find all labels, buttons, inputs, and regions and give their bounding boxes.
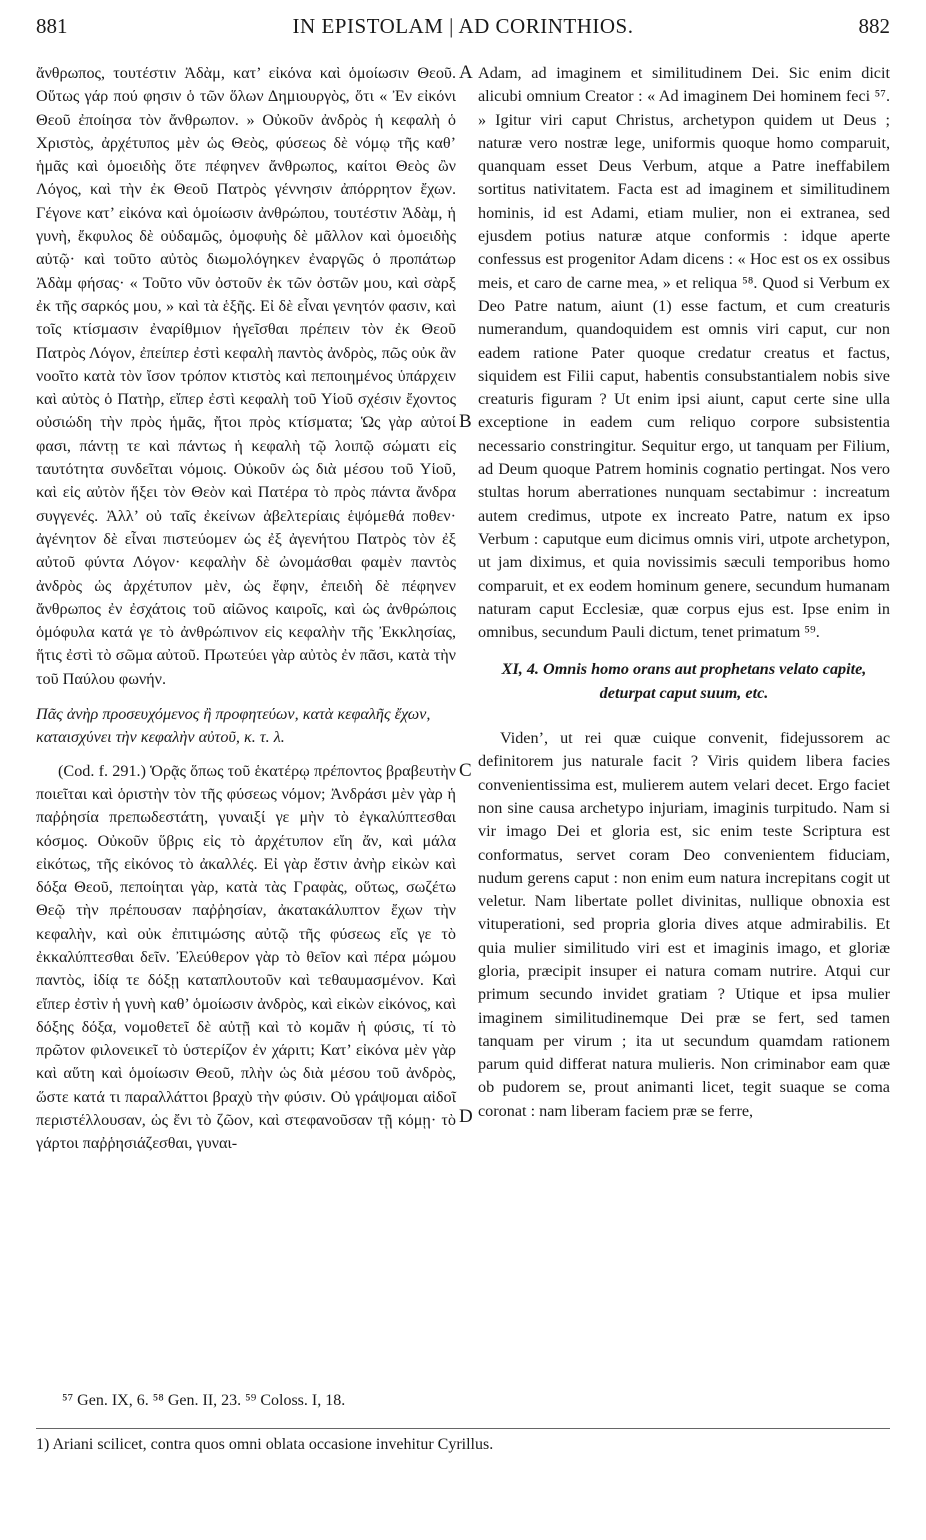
latin-paragraph-2: Viden’, ut rei quæ cuique convenit, fidejussorem ac definitorem jus naturale facit ? Viris quidem libera facies convenientissima est, mulierem autem velari decet. Ergo faciet non sine causa archetypo injuriam, imaginis turpitudo. Nam si vir imago Dei et gloria est, sic enim teste Scriptura est conformatus, servet coram Deo convenientem fiduciam, nudum gerens caput : non enim eum natura increpitans cogit ut veletur. Nam libertate pollet divinitas, nullique obnoxia est vituperationi, sed propria gloria dives atque admirabilis. Et quia mulier similitudo viri est et imaginis imago, et gloriæ gloria, præcipit insuper ei natura comam nutrire. Atqui cur primum secundo invidet gratiam ? Utique et ipsa mulier imaginem similitudinemque Dei præ se fert, sed tamen tanquam per virum ; ita ut secundum quamdam rationem parum quid differat natura mulieris. Non criminabor eam quæ ob pudorem se, prout animanti licet, tegit suaque se coma coronat : nam liberam faciem præ se ferre, [478,729,890,1120]
running-header [36,14,890,54]
column-marker-a: A [459,62,473,83]
footnote-rule [36,1428,890,1429]
scripture-references: ⁵⁷ Gen. IX, 6. ⁵⁸ Gen. II, 23. ⁵⁹ Coloss. I, 18. [62,1392,346,1409]
column-marker-d: D [459,1106,473,1127]
column-marker-b: B [459,411,472,432]
greek-lemma: Πᾶς ἀνὴρ προσευχόμενος ἢ προφητεύων, κατὰ κεφαλῆς ἔχων, καταισχύνει τὴν κεφαλὴν αὐτοῦ, κ. τ. λ. [36,705,431,747]
footnote: 1) Ariani scilicet, contra quos omni oblata occasione invehitur Cyrillus. [36,1436,494,1453]
greek-paragraph-1: ἄνθρωπος, τουτέστιν Ἀδὰμ, κατ’ εἰκόνα καὶ ὁμοίωσιν Θεοῦ. Οὕτως γάρ πού φησιν ὁ τῶν ὅλων Δημιουργὸς, ὅτι « Ἐν εἰκόνι Θεοῦ ἐποίησα τὸν ἄνθρωπον. » Οὐκοῦν ἀνδρὸς ἡ κεφαλὴ ὁ Χριστὸς, ἀρχέτυπος μὲν ὡς Θεὸς, φύσεως δὲ νόμῳ τῆς καθ’ ἡμᾶς καὶ ὁμοειδὴς ὅτε πέφηνεν ἄνθρωπος, καίτοι Θεὸς ὢν Λόγος, καὶ τὴν ἐκ Θεοῦ Πατρὸς γέννησιν ἀπόρρητον ἔχων. Γέγονε κατ’ εἰκόνα καὶ ὁμοίωσιν ἀνθρώπου, τουτέστιν Ἀδὰμ, ἡ γυνὴ, ἔκφυλος δὲ οὐδαμῶς, ὁμοφυὴς δὲ μᾶλλον καὶ ὁμοειδὴς αὐτῷ· καὶ τοῦτο αὐτὸς διωμολόγηκεν ἐναργῶς ὁ προπάτωρ Ἀδὰμ φήσας· « Τοῦτο νῦν ὀστοῦν ἐκ τῶν ὀστῶν μου, καὶ σὰρξ ἐκ τῆς σαρκός μου, » καὶ τὰ ἑξῆς. Εἰ δὲ εἶναι γενητόν φασιν, καὶ τοῖς κτίσμασιν ἐναρίθμιον ἡγεῖσθαι πρέπειν τὸν ἐκ Θεοῦ Πατρὸς Λόγον, ἐπείπερ ἐστὶ κεφαλὴ παντὸς ἀνδρὸς, πῶς οὐκ ἂν νοοῖτο κατὰ τὸν ἴσον τρόπον κτιστὸς καὶ πεποιημένος ὑπάρχειν καὶ αὐτὸς ὁ Πατὴρ, εἴπερ ἐστὶ κεφαλὴ τοῦ Υἱοῦ σχέσιν ἔχοντος οὐσιώδη τὴν πρὸς ἡμᾶς, ἤτοι πρὸς κτίσματα; Ὡς γὰρ αὐτοί φασι, πάντῃ τε καὶ πάντως ἡ κεφαλὴ τῷ λοιπῷ σώματι εἰς ταυτότητα συνδεῖται νόμοις. Οὐκοῦν ὡς διὰ μέσου τοῦ Υἱοῦ, καὶ εἰς αὐτὸν ἥξει τὸν Θεὸν καὶ Πατέρα τὸ πρὸς πάντα ἄνδρα συγγενές. Ἀλλ’ οὐ ταῖς ἐκείνων ἀβελτερίαις ἑψόμεθά ποθεν· ἀγένητον δὲ εἶναι πιστεύομεν ὡς ἐξ ἀγενήτου Πατρὸς τὸν ἐξ αὐτοῦ φύντα Λόγον· κεφαλὴν δὲ ὠνομάσθαι φαμὲν παντὸς ἀνδρὸς ὡς ἀρχέτυπον μὲν, ὡς ἔφην, ἐπειδὴ δὲ πέφηνεν ἄνθρωπος ἐν ἐσχάτοις τοῦ αἰῶνος καιροῖς, καὶ ὡς ἀνθρώποις ὁμόφυλα κατά γε τὸ ἀνθρώπινον εἰς κεφαλὴν τῆς Ἐκκλησίας, ἥτις ἐστὶ τὸ σῶμα αὐτοῦ. Πρωτεύει γὰρ αὐτὸς ἐν πᾶσι, κατὰ τὴν τοῦ Παύλου φωνήν. [36,64,456,688]
latin-column [478,62,890,1123]
page-number-right: 882 [858,14,890,38]
greek-column [36,62,456,1156]
running-title: IN EPISTOLAM | AD CORINTHIOS. [292,14,634,38]
greek-paragraph-2: (Cod. f. 291.) Ὁρᾷς ὅπως τοῦ ἑκατέρῳ πρέποντος βραβευτὴν ποιεῖται καὶ ὁριστὴν τὸν τῆς φύσεως νόμον; Ἀνδράσι μὲν γὰρ ἡ παῤῥησία πρεπωδεστάτη, γυναιξί γε μὴν τὸ ἐγκαλύπτεσθαι κόσμος. Οὐκοῦν ὕβρις εἰς τὸ ἀρχέτυπον εἴη ἄν, καὶ μάλα εἰκότως, τῆς εἰκόνος τὸ ἀκαλλές. Εἰ γὰρ ἔστιν ἀνὴρ εἰκὼν καὶ δόξα Θεοῦ, πεποίηται γὰρ, κατὰ τὰς Γραφὰς, οὕτως, σωζέτω Θεῷ τὴν πρέπουσαν παῤῥησίαν, ἀκατακάλυπτον ἔχων τὴν κεφαλὴν, καὶ οὐκ ἐπιτιμώσης αὐτῷ τῆς φύσεως εἴς γε τὸ ἐκκαλύπτεσθαι δεῖν. Ἐλεύθερον γὰρ τὸ θεῖον καὶ πέρα μώμου παντὸς, ἰδίᾳ τε δόξῃ καταπλουτοῦν καὶ τεθαυμασμένον. Καὶ εἴπερ ἐστὶν ἡ γυνὴ καθ’ ὁμοίωσιν ἀνδρὸς, καὶ εἰκὼν εἰκόνος, καὶ δόξης δόξα, νομοθετεῖ δὲ αὐτῇ καὶ τὸ κομᾶν ἡ φύσις, τί τὸ πρῶτον φιλονεικεῖ τὸ ὑστερίζον ἐν χάριτι; Κατ’ εἰκόνα μὲν γὰρ καὶ αὕτη καὶ ὁμοίωσιν Θεοῦ, πλὴν ὡς διὰ μέσου τοῦ ἀνδρὸς, ὥστε κατά τι παραλλάττοι βραχὺ τὴν φύσιν. Οὐ γράψομαι αἰδοῖ περιστέλλουσαν, ὡς ἔνι τὸ ζῶον, καὶ στεφανοῦσαν τῇ κόμῃ· τὸ γάρτοι παῤῥησιάζεσθαι, γυναι- [36,761,456,1153]
latin-paragraph-1: Adam, ad imaginem et similitudinem Dei. Sic enim dicit alicubi omnium Creator : « Ad imaginem Dei hominem feci ⁵⁷. » Igitur viri caput Christus, archetypon quidem ut Deus ; naturæ vero nostræ lege, uniformis quoque homo comparuit, quanquam esset Deus Verbum, atque a Patre ineffabilem sortitus nativitatem. Facta est ad imaginem et similitudinem hominis, id est Adami, etiam mulier, non ei extranea, sed ejusdem potius naturæ atque conformis : idque aperte confessus est progenitor Adam dicens : « Hoc est os ex ossibus meis, et caro de carne mea, » et reliqua ⁵⁸. Quod si Verbum ex Deo Patre natum, aiunt (1) esse factum, et cum creaturis numerandum, quandoquidem est omnis viri caput, cur non eadem ratione Pater quoque credatur creatus et factus, siquidem est Filii caput, habentis consubstantialem nobis sive creaturis figuram ? Ut enim ipsi aiunt, caput certe sine ulla exceptione in eadem cum reliquo corpore subsistentia necessario constringitur. Sequitur ergo, ut tanquam per Filium, ad Deum quoque Patrem hominis cognatio pertingat. Nos vero stultas horum aberrationes nunquam sectabimur : increatum autem credimus, utpote ex increato Patre, natum ex ipso Verbum : caputque eum dicimus omnis viri, utpote archetypon, ut jam diximus, et quia novissimis sæculi temporibus homo comparuit, et ex eodem hominum genere, secundum humanam naturam caput Ecclesiæ, quæ corpus ejus est. Ipse enim in omnibus, secundum Pauli dictum, tenet primatum ⁵⁹. [478,64,890,642]
latin-lemma: XI, 4. Omnis homo orans aut prophetans velato capite, deturpat caput suum, etc. [501,660,867,702]
page-number-left: 881 [36,14,68,38]
column-marker-c: C [459,760,472,781]
